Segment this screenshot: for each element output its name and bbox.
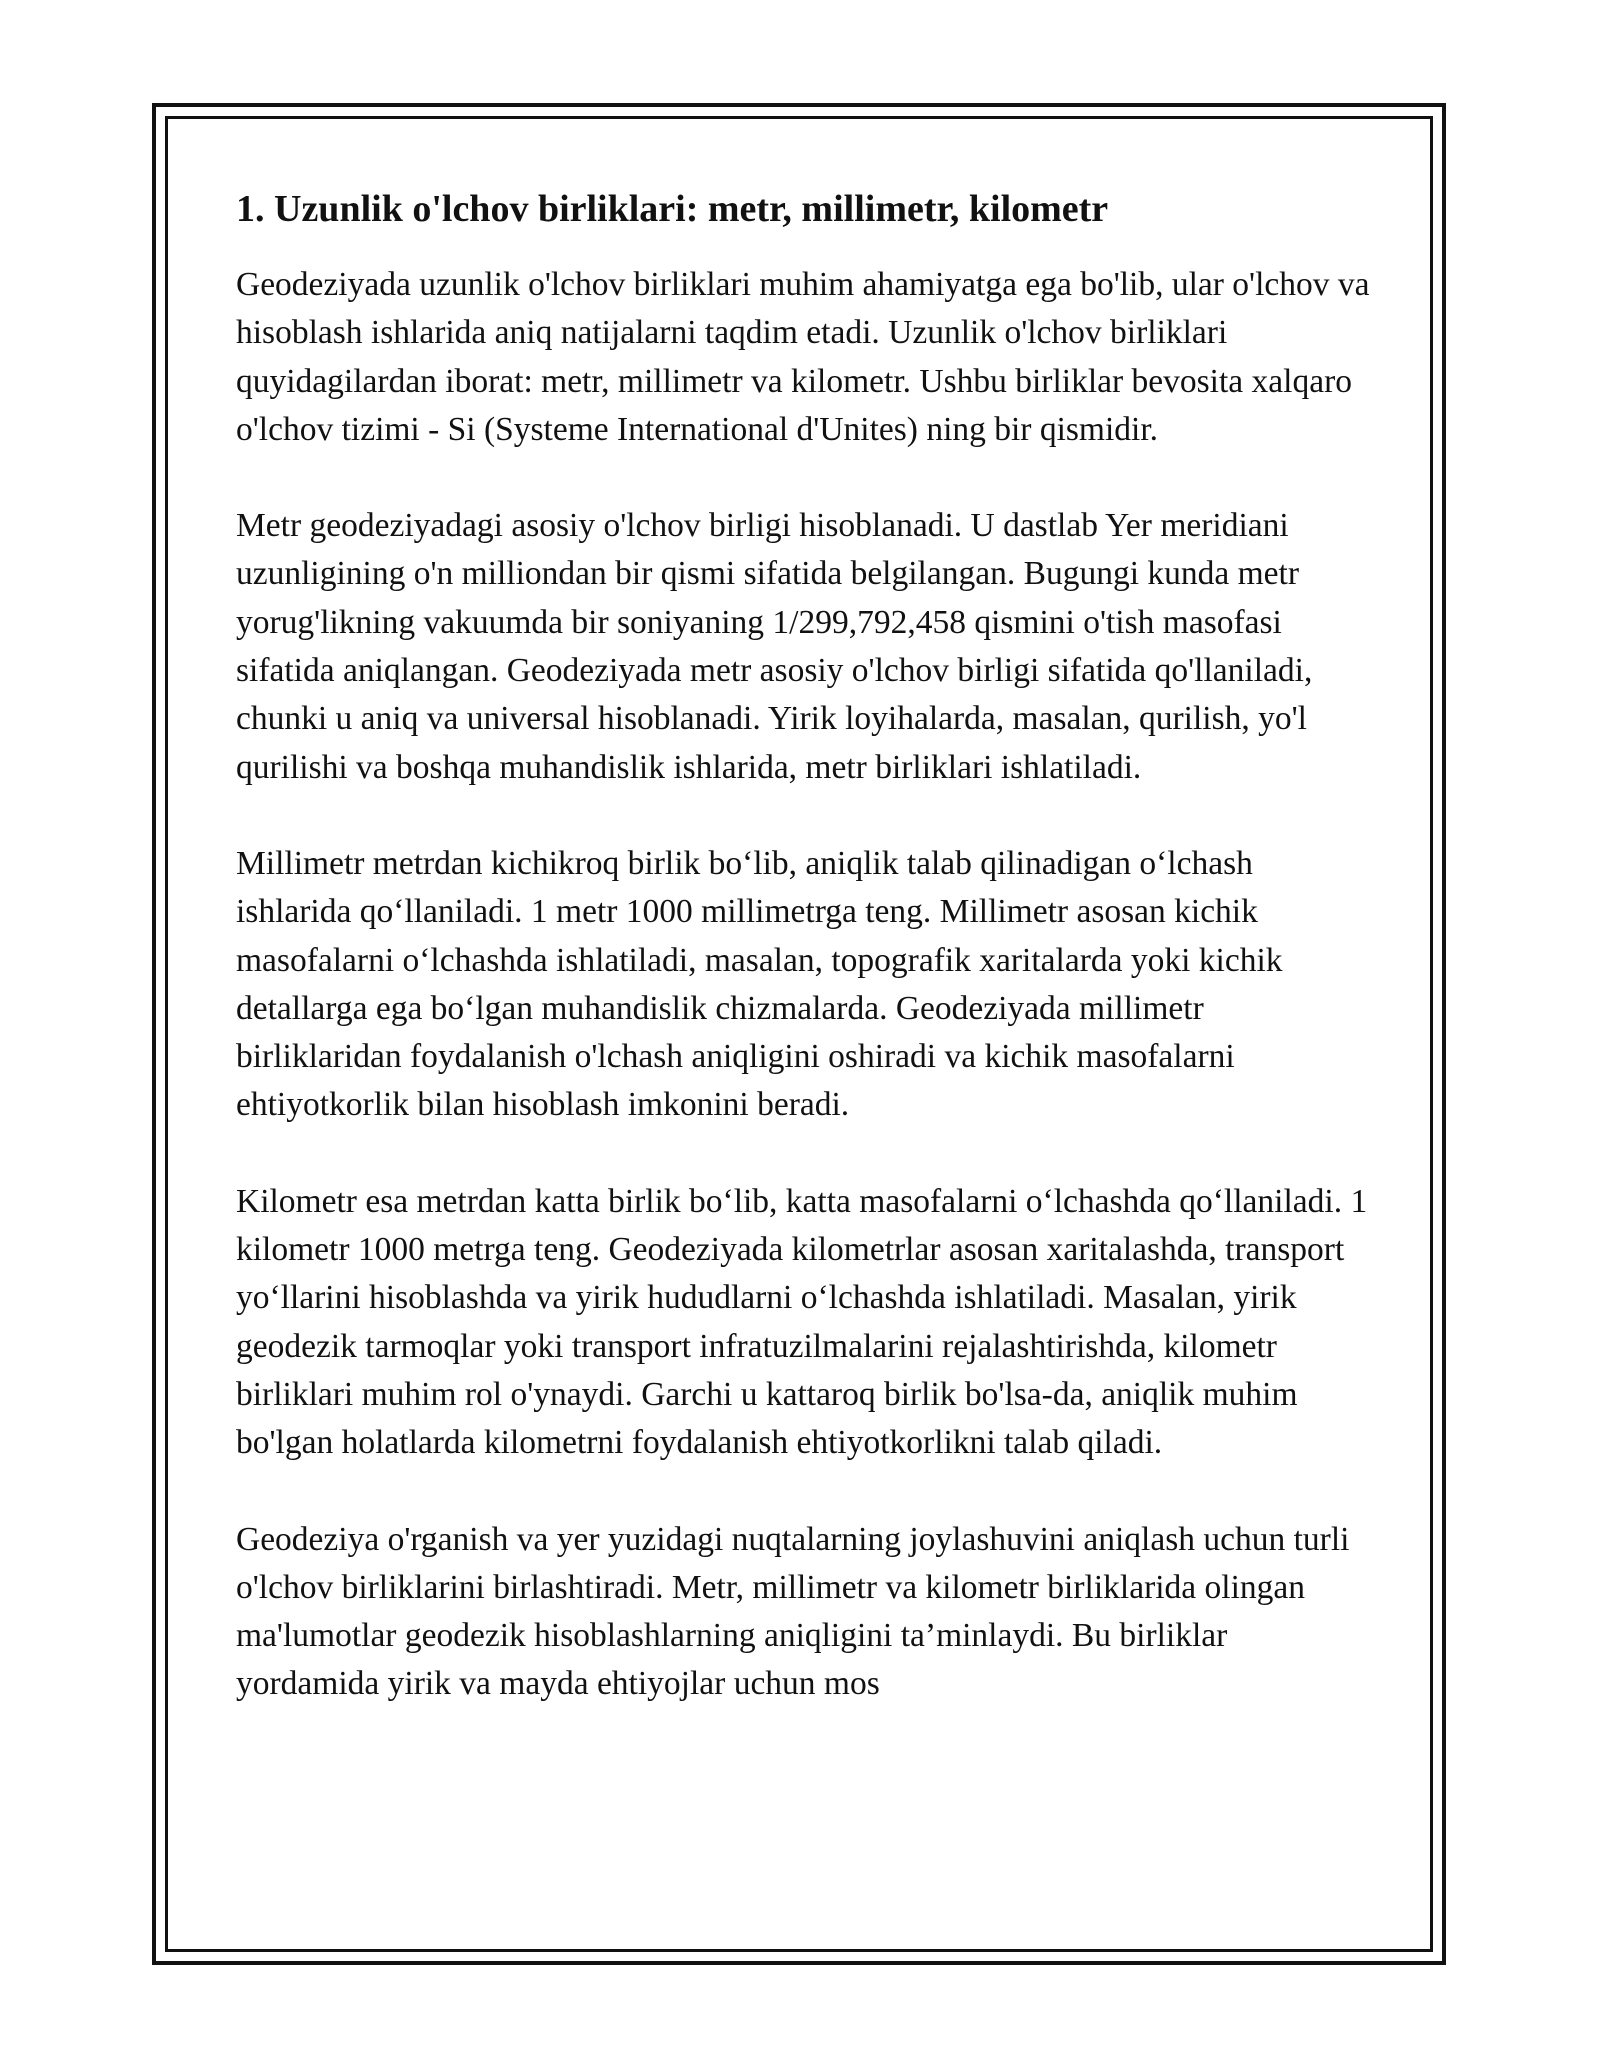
paragraph-kilometr: Kilometr esa metrdan katta birlik bo‘lib, katta masofalarni o‘lchashda qo‘llaniladi. 1 kilometr 1000 metrga teng. Geodeziyada kilometrlar asosan xaritalashda, transport yo‘llarini hisoblashda va yirik hududlarni o‘lchashda ishlatiladi. Masalan, yirik geodezik tarmoqlar yoki transport infratuzilmalarini rejalashtirishda, kilometr birliklari muhim rol o'ynaydi. Garchi u kattaroq birlik bo'lsa-da, aniqlik muhim bo'lgan holatlarda kilometrni foydalanish ehtiyotkorlikni talab qiladi. xyxy=(236,1182,1368,1462)
paragraph-intro: Geodeziyada uzunlik o'lchov birliklari muhim ahamiyatga ega bo'lib, ular o'lchov va hisoblash ishlarida aniq natijalarni taqdim etadi. Uzunlik o'lchov birliklari quyidagilardan iborat: metr, millimetr va kilometr. Ushbu birliklar bevosita xalqaro o'lchov tizimi - Si (Systeme International d'Unites) ning bir qismidir. xyxy=(236,266,1370,448)
section-heading: 1. Uzunlik o'lchov birliklari: metr, millimetr, kilometr xyxy=(236,188,1109,230)
document-body xyxy=(236,185,1376,1709)
paragraph-metr: Metr geodeziyadagi asosiy o'lchov birligi hisoblanadi. U dastlab Yer meridiani uzunligining o'n milliondan bir qismi sifatida belgilangan. Bugungi kunda metr yorug'likning vakuumda bir soniyaning 1/299,792,458 qismini o'tish masofasi sifatida aniqlangan. Geodeziyada metr asosiy o'lchov birligi sifatida qo'llaniladi, chunki u aniq va universal hisoblanadi. Yirik loyihalarda, masalan, qurilish, yo'l qurilishi va boshqa muhandislik ishlarida, metr birliklari ishlatiladi. xyxy=(236,507,1313,786)
paragraph-millimetr: Millimetr metrdan kichikroq birlik bo‘lib, aniqlik talab qilinadigan o‘lchash ishlarida qo‘llaniladi. 1 metr 1000 millimetrga teng. Millimetr asosan kichik masofalarni o‘lchashda ishlatiladi, masalan, topografik xaritalarda yoki kichik detallarga ega bo‘lgan muhandislik chizmalarda. Geodeziyada millimetr birliklaridan foydalanish o'lchash aniqligini oshiradi va kichik masofalarni ehtiyotkorlik bilan hisoblash imkonini beradi. xyxy=(236,844,1283,1124)
paragraph-conclusion: Geodeziya o'rganish va yer yuzidagi nuqtalarning joylashuvini aniqlash uchun turli o'lchov birliklarini birlashtiradi. Metr, millimetr va kilometr birliklarida olingan ma'lumotlar geodezik hisoblashlarning aniqligini ta’minlaydi. Bu birliklar yordamida yirik va mayda ehtiyojlar uchun mos xyxy=(236,1520,1350,1703)
